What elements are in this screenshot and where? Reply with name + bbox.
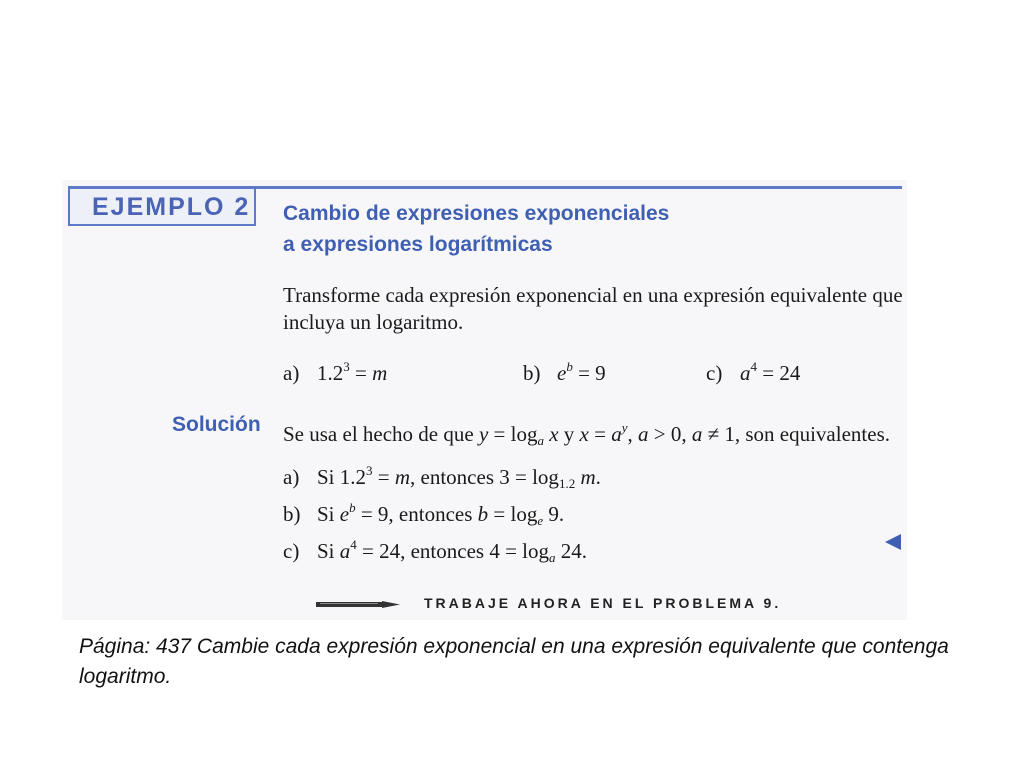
problem-a: a) $1.2^3 = m$ (283, 359, 388, 385)
solution-b: b) Si $e^b = 9$, entonces $b = \log_e 9$. (283, 500, 565, 528)
example-title-line-2: a expresiones logarítmicas (283, 233, 553, 256)
example-title (283, 198, 669, 260)
solution-a: a) Si $1.2^3 = m$, entonces $3 = \log_{1.2} m$. (283, 463, 601, 491)
solution-label: Solución (172, 413, 261, 436)
problem-b: b) $e^b = 9$ (523, 359, 606, 385)
practice-prompt: TRABAJE AHORA EN EL PROBLEMA 9. (424, 595, 782, 611)
pencil-icon (316, 599, 400, 609)
problem-c: c) $a^4 = 24$ (706, 359, 801, 385)
back-arrow-icon (885, 534, 901, 550)
instruction-text: Transforme cada expresión exponencial en una expresión equivalente que incluya un logaritmo. (283, 283, 903, 334)
example-title-line-1: Cambio de expresiones exponenciales (283, 202, 670, 225)
solution-c: c) Si $a^4 = 24$, entonces $4 = \log_a 24$. (283, 537, 588, 565)
example-label: EJEMPLO 2 (92, 193, 251, 221)
solution-intro: Se usa el hecho de que $y = \log_a x$ y $x = a^y$, a > 0, a ≠ 1, son equivalentes. (283, 420, 890, 448)
page-caption: Página: 437 Cambie cada expresión exponencial en una expresión equivalente que contenga logaritmo. (79, 635, 949, 688)
